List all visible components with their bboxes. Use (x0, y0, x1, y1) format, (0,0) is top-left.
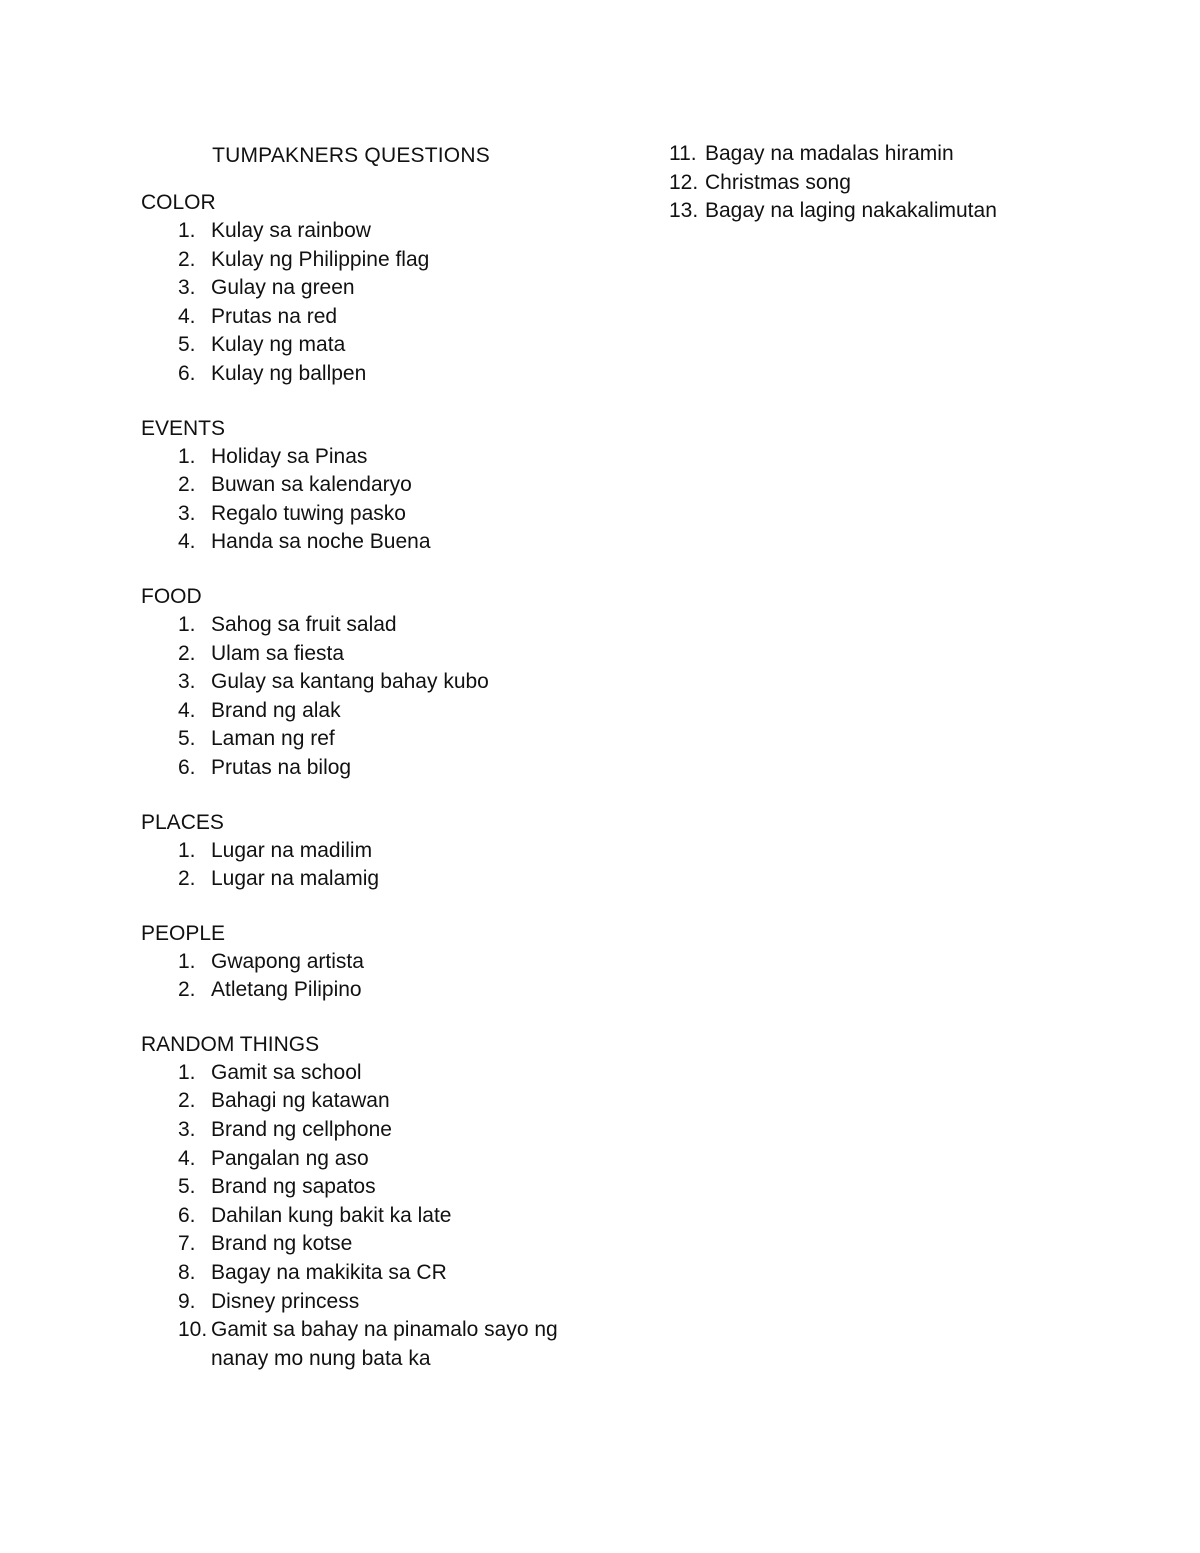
list-item (141, 1259, 621, 1288)
question-list (141, 948, 621, 1005)
item-number: 1. (178, 219, 196, 242)
item-text: Gulay na green (211, 276, 355, 300)
list-item (141, 360, 621, 389)
list-item (141, 443, 621, 472)
list-item (141, 217, 621, 246)
item-text: Laman ng ref (211, 727, 335, 751)
list-item (141, 976, 621, 1005)
item-number: 4. (178, 304, 196, 328)
left-column (141, 140, 621, 1398)
list-item (141, 1116, 621, 1145)
item-text: Brand ng sapatos (211, 1175, 376, 1199)
section-places (141, 808, 621, 894)
list-item (141, 500, 621, 529)
item-number: 4. (178, 530, 196, 554)
section-heading: EVENTS (141, 416, 226, 440)
list-item (141, 246, 621, 275)
item-text: Gwapong artista (211, 949, 364, 973)
item-number: 8. (178, 1261, 196, 1285)
item-number: 12. (669, 170, 699, 194)
item-number: 2. (178, 247, 196, 271)
item-number: 9. (178, 1289, 196, 1313)
item-number: 1. (178, 612, 196, 636)
item-text: Buwan sa kalendaryo (211, 473, 412, 497)
section-color (141, 188, 621, 389)
item-text: Brand ng kotse (211, 1232, 353, 1256)
section-heading: RANDOM THINGS (141, 1032, 320, 1056)
list-item (141, 1145, 621, 1174)
continued-question-list (669, 140, 1109, 226)
list-item (141, 611, 621, 640)
item-text: Disney princess (211, 1289, 360, 1313)
list-item (141, 1230, 621, 1259)
item-text: Kulay ng Philippine flag (211, 247, 430, 271)
section-events (141, 414, 621, 557)
section-heading: PLACES (141, 810, 224, 834)
item-number: 3. (178, 501, 196, 525)
item-text: Kulay ng ballpen (211, 361, 367, 385)
question-list (141, 611, 621, 783)
item-text: Christmas song (705, 170, 851, 194)
list-item (141, 1288, 621, 1317)
list-item (141, 668, 621, 697)
item-text: Bagay na laging nakakalimutan (705, 199, 997, 223)
item-text: Dahilan kung bakit ka late (211, 1203, 452, 1227)
item-number: 10. (178, 1318, 208, 1342)
item-number: 1. (178, 444, 196, 468)
item-number: 4. (178, 1146, 196, 1170)
item-number: 2. (178, 867, 196, 891)
item-text: Brand ng alak (211, 698, 341, 722)
item-number: 2. (178, 1089, 196, 1113)
list-item (141, 528, 621, 557)
list-item (141, 274, 621, 303)
item-text: Prutas na red (211, 304, 338, 328)
item-text: Lugar na madilim (211, 838, 373, 862)
list-item (669, 140, 1109, 169)
item-text: Kulay ng mata (211, 333, 346, 357)
item-number: 6. (178, 1203, 196, 1227)
item-number: 5. (178, 333, 196, 357)
page-title: TUMPAKNERS QUESTIONS (212, 144, 490, 167)
list-item (141, 865, 621, 894)
list-item (141, 331, 621, 360)
item-text: Regalo tuwing pasko (211, 501, 406, 525)
item-number: 2. (178, 978, 196, 1002)
question-list (141, 837, 621, 894)
list-item (141, 640, 621, 669)
list-item (141, 754, 621, 783)
item-text: Holiday sa Pinas (211, 444, 368, 468)
list-item (669, 169, 1109, 198)
item-text: Ulam sa fiesta (211, 641, 345, 665)
item-number: 7. (178, 1232, 196, 1256)
section-heading: PEOPLE (141, 921, 226, 945)
item-text: Brand ng cellphone (211, 1118, 392, 1142)
item-number: 5. (178, 1175, 196, 1199)
item-text: Gulay sa kantang bahay kubo (211, 670, 489, 694)
question-list (141, 1059, 621, 1374)
item-text: Handa sa noche Buena (211, 530, 431, 554)
question-list (141, 217, 621, 389)
list-item (669, 197, 1109, 226)
section-random-things (141, 1030, 621, 1374)
list-item (141, 1087, 621, 1116)
question-list (141, 443, 621, 557)
list-item (141, 725, 621, 754)
list-item (141, 303, 621, 332)
list-item (141, 1059, 621, 1088)
list-item (141, 948, 621, 977)
list-item (141, 837, 621, 866)
item-number: 6. (178, 361, 196, 385)
item-text: Sahog sa fruit salad (211, 612, 397, 636)
item-text: Bagay na makikita sa CR (211, 1261, 447, 1285)
list-item (141, 471, 621, 500)
item-text: Prutas na bilog (211, 755, 352, 779)
item-number: 3. (178, 670, 196, 694)
item-number: 6. (178, 755, 196, 779)
item-number: 13. (669, 199, 699, 223)
item-number: 1. (178, 838, 196, 862)
item-text: Bagay na madalas hiramin (705, 142, 954, 165)
item-text: Bahagi ng katawan (211, 1089, 390, 1113)
section-heading: COLOR (141, 191, 216, 214)
item-number: 1. (178, 1060, 196, 1084)
item-text: Lugar na malamig (211, 867, 380, 891)
item-number: 2. (178, 641, 196, 665)
item-number: 11. (669, 142, 697, 165)
section-heading: FOOD (141, 584, 202, 608)
item-number: 1. (178, 949, 196, 973)
list-item (141, 1316, 621, 1373)
section-people (141, 919, 621, 1005)
item-number: 4. (178, 698, 196, 722)
item-text: Gamit sa school (211, 1060, 362, 1084)
item-text: Pangalan ng aso (211, 1146, 369, 1170)
item-text: Atletang Pilipino (211, 978, 362, 1002)
item-number: 3. (178, 1118, 196, 1142)
section-food (141, 582, 621, 783)
right-column (669, 140, 1109, 226)
list-item (141, 697, 621, 726)
list-item (141, 1173, 621, 1202)
item-number: 2. (178, 473, 196, 497)
item-number: 3. (178, 276, 196, 300)
list-item (141, 1202, 621, 1231)
item-text: Gamit sa bahay na pinamalo sayo ng nanay mo nung bata ka (211, 1318, 558, 1370)
item-text: Kulay sa rainbow (211, 219, 371, 242)
item-number: 5. (178, 727, 196, 751)
